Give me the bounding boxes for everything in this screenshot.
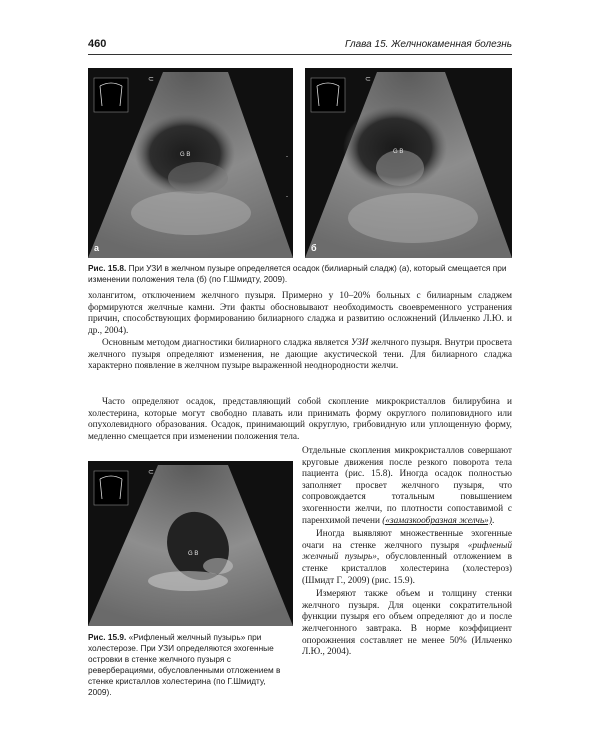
text-run: , обусловленный отложением в стенке кристаллов холестерина (холестероз) (Шмидт Г., 2009) (рис. 15.9).: [302, 552, 512, 586]
emphasis: УЗИ: [350, 338, 369, 348]
text-run: .: [491, 515, 495, 526]
svg-text:-: -: [286, 194, 288, 200]
caption-label: Рис. 15.9.: [88, 632, 127, 642]
text-run: Основным методом диагностики билиарного сладжа является: [102, 338, 351, 348]
gb-label: G B: [180, 152, 191, 158]
text-run: желчного пузыря. Внутри просвета желчного пузыря определяют изменения, не дающие акустической тени. Для билиарного сладжа характерно появление в желчном пузыре выраженной неоднородности желчи.: [88, 338, 512, 372]
ultrasound-image-c: [88, 461, 293, 626]
ultrasound-image-b: [305, 68, 512, 258]
caption-label: Рис. 15.8.: [88, 263, 127, 273]
paragraph: [302, 446, 512, 527]
running-header: Глава 15. Желчнокаменная болезнь: [344, 39, 512, 50]
emphasis: («замазкообразная желчь»): [382, 515, 492, 526]
figure-caption-15-8: [88, 263, 512, 285]
svg-text:⊂: ⊂: [148, 76, 154, 83]
caption-text: При УЗИ в желчном пузыре определяется осадок (билиарный сладж) (а), который смещается при изменении положения тела (б) (по Г.Шмидту, 2009).: [88, 263, 507, 284]
paragraph: [302, 589, 512, 659]
text-run: Иногда выявляют множественные эхогенные очаги на стенке желчного пузыря: [302, 529, 512, 551]
caption-text: «Рифленый желчный пузырь» при холестерозе. При УЗИ определяются эхогенные островки в стенке желчного пузыря с реверберациями, обусловленными отложением в стенке кристаллов холестерина (по Г.Шмидту, 2009).: [88, 632, 281, 697]
panel-letter-b: б: [311, 243, 317, 253]
svg-text:-: -: [286, 154, 288, 160]
paragraph: [88, 338, 512, 373]
figure-caption-15-9: [88, 632, 284, 698]
panel-letter-a: а: [94, 243, 100, 253]
page-number: 460: [88, 38, 107, 50]
emphasis: «рифленый желчный пузырь»: [302, 540, 512, 563]
paragraph: [88, 397, 512, 443]
paragraph: [302, 529, 512, 587]
paragraph: холангитом, отключением желчного пузыря. Примерно у 10–20% больных с билиарным сладжем формируются желчные камни. Эти факты обосновывают необходимость своевременного устранения причин, способствующих формированию билиарного сладжа и развитию осложнений (Ильченко Л.Ю. и др., 2004).: [88, 291, 512, 336]
svg-text:⊂: ⊂: [365, 76, 371, 83]
text-run: Отдельные скопления микрокристаллов совершают круговые движения после резкого поворота тела пациента (рис. 15.8). Иногда осадок полностью заполняет просвет желчного пузыря, что сопровождается тотальным повышением эхогенности желчи, по плотности сопоставимой с паренхимой печени: [302, 446, 512, 526]
svg-text:⊂: ⊂: [148, 469, 154, 476]
gb-label: G B: [188, 551, 199, 557]
text-run: Часто определяют осадок, представляющий собой скопление микрокристаллов билирубина и холестерина, которые могут свободно плавать или принимать форму округлого полиповидного или опухолевидного образования. Осадок, принимающий округлую, грибовидную или уплощенную форму, медленно смещается при изменении положения тела.: [88, 397, 512, 442]
text-run: Измеряют также объем и толщину стенки желчного пузыря. Для оценки сократительной функции пузыря его объем определяют до и после желчегонного завтрака. В норме коэффициент опорожнения составляет не менее 50% (Ильченко Л.Ю., 2004).: [302, 589, 512, 658]
header-rule: [88, 54, 512, 55]
ultrasound-image-a: [88, 68, 293, 258]
gb-label: G B: [393, 149, 404, 155]
right-column: [302, 446, 512, 659]
